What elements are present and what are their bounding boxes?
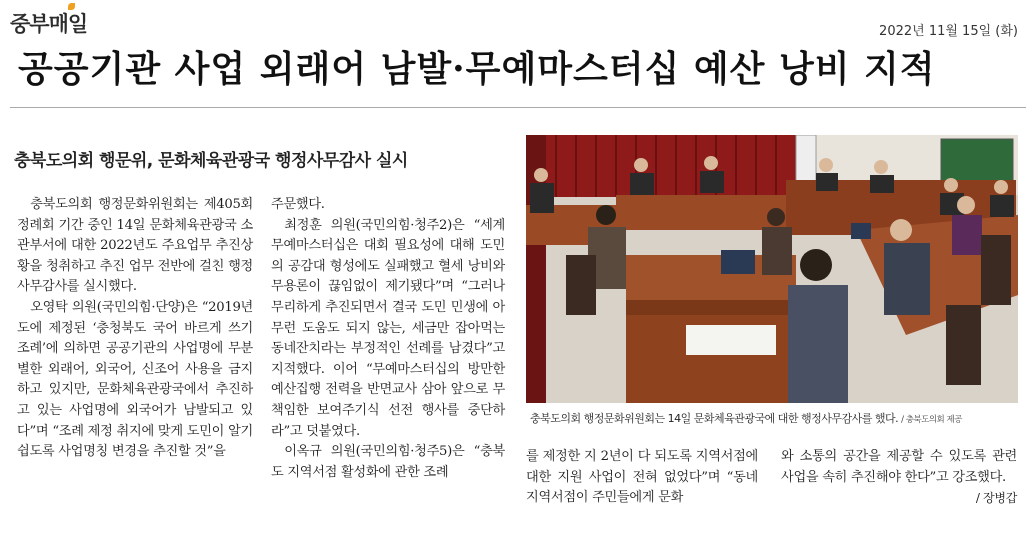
paragraph: 오영탁 의원(국민의힘·단양)은 “2019년도에 제정된 ‘충청북도 국어 바르게 쓰기 조례’에 의하면 공공기관의 사업명에 무분별한 외래어, 외국어, 신조어 사용을 금지하고 있지만, 문화체육관광국에서 추진하고 있는 사업명에 외국어가 남발되고 있다”며 “조례 제정 취지에 맞게 도민이 알기 쉽도록 사업명칭 변경을 추진할 것”을: [17, 299, 253, 460]
photo-illustration: [526, 135, 1018, 403]
article-column-4: [781, 447, 1017, 509]
article-column-2: [271, 195, 505, 483]
committee-meeting-photo: [526, 135, 1018, 403]
headline-rule: [10, 107, 1026, 108]
article-column-3: [526, 447, 758, 509]
logo-mark-icon: [68, 3, 75, 10]
paragraph: 최정훈 의원(국민의힘·청주2)은 “세계무예마스터십은 대회 필요성에 대해 도민의 공감대 형성에도 실패했고 혈세 낭비와 무용론이 끊임없이 제기됐다”며 “그러나 무리하게 추진되면서 결국 도민 민생에 아무런 도움도 되지 않는, 세금만 잡아먹는 동네잔치라는 부정적인 선례를 남겼다”고 지적했다. 이어 “무예마스터십의 방만한 예산집행 전력을 반면교사 삼아 앞으로 무책임한 보여주기식 선전 행사를 중단하라”고 덧붙였다.: [271, 217, 505, 439]
caption-text: 충북도의회 행정문화위원회는 14일 문화체육관광국에 대한 행정사무감사를 했다.: [530, 412, 899, 425]
photo-caption: [530, 410, 1020, 426]
byline: / 장병갑: [975, 491, 1017, 506]
paragraph: 충북도의회 행정문화위원회는 제405회 정례회 기간 중인 14일 문화체육관광국 소관부서에 대한 2022년도 주요업무 추진상황을 청취하고 추진 업무 전반에 걸친 행정사무감사를 실시했다.: [17, 197, 253, 295]
masthead-text: 중부매일: [10, 12, 88, 36]
issue-date: 2022년 11월 15일 (화): [879, 24, 1018, 39]
photo-credit: / 충북도의회 제공: [901, 415, 962, 425]
paragraph: 를 제정한 지 2년이 다 되도록 지역서점에 대한 지원 사업이 전혀 없었다”며 “동네 지역서점이 주민들에게 문화: [526, 449, 758, 506]
paragraph: 와 소통의 공간을 제공할 수 있도록 관련 사업을 속히 추진해야 한다”고 강조했다.: [781, 449, 1017, 485]
article-column-1: [17, 195, 253, 463]
headline: 공공기관 사업 외래어 남발·무예마스터십 예산 낭비 지적: [18, 48, 936, 90]
newspaper-logo: [10, 8, 87, 38]
paragraph: 주문했다.: [271, 197, 325, 212]
paragraph: 이옥규 의원(국민의힘·청주5)은 “충북도 지역서점 활성화에 관한 조례: [271, 444, 505, 480]
subheadline: 충북도의회 행문위, 문화체육관광국 행정사무감사 실시: [14, 151, 408, 171]
